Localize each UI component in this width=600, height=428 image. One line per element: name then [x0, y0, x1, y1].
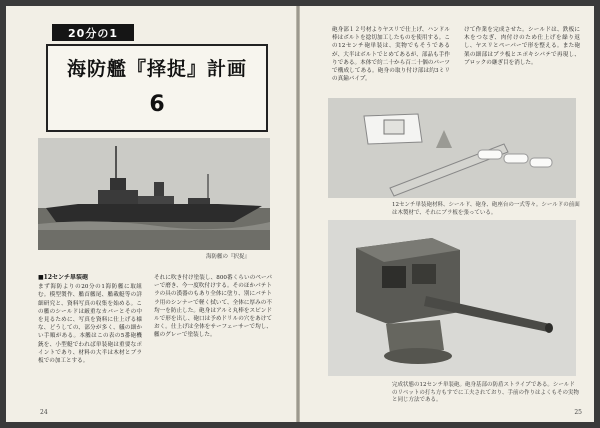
text-column-right-b: けて作業を完成させた。シールドは、鉄板に木をつなぎ、肉付けのため仕上げを繰り返し、ヤスリとペーパーで形を整える。また砲架の細部はプラ板とエポキシパテで再現し、ブロックの継ぎ目を消した。: [464, 27, 580, 66]
page-number-left: 24: [40, 409, 48, 416]
turret-photo: [328, 220, 576, 376]
ship-illustration: [38, 138, 270, 250]
turret-caption: 完成状態の12センチ単装砲。砲身基部の防盾ストライプである。シールドのリベットの打ち方もすでに工夫されており、手前の作りはよくもその実物と同じ方法である。: [392, 382, 580, 403]
turret-illustration: [328, 220, 576, 376]
series-badge: 20分の1: [52, 24, 134, 41]
ship-photo: [38, 138, 270, 250]
right-page: [300, 6, 594, 422]
left-page: [6, 6, 296, 422]
parts-illustration: [328, 98, 576, 198]
parts-caption: 12センチ単装砲材料、シールド、砲身、砲座台の一式等々。シールドの前面は木製材で、それにブラ板を張っている。: [392, 202, 580, 216]
title-box: [46, 44, 268, 132]
photo-caption: 海防艦の『択捉』: [206, 254, 251, 260]
issue-number: 6: [149, 92, 165, 117]
text-column-right-a: 砲身部１２号材よりヤスリで仕上げ、ハンドル棒はボルトを捻切加工したものを使用する。この12センチ砲単装は、実物でもそうであるが、大半はボルトでとめてあるが、部品も手作りである。本体で約二十から百二十個のパーツで構成してある。砲身の取り付け部は約3ミリの真鍮パイプ。: [332, 27, 450, 83]
text-column-2: それに吹き付け塗装し、800番くらいのペーパーで磨き、今一度吹付けする。そのほかパテトラの具の漢器のもあり全体に塗り、別にバテトラ用のシンナーで軽く拭いて、全体に厚みの不均一を防止した。砲身はアルミ丸棒をスピンドルで形を出し、砲口は予めドリルの穴をあけておく。仕上げは全体をサーフェーサーで均し、艦のグレーで塗装した。: [154, 275, 272, 339]
text-column-1: [38, 274, 142, 414]
article-title: 海防艦『择捉』計画: [66, 58, 247, 80]
parts-photo: [328, 98, 576, 198]
body-text: まず海防よりの20分の1海防艦に取組む。模型製作、艦首艦尾、艦載艇等の詳細研究と、資料写真の収集を始める。この艦のシールドは厳重なカバーとその中を見るために、写真を資料に仕上げる様な、どうしての、部分が多く、艤の細かい手順がある。本艦はこの表の5番砲機銃を、小型艇でわれば単装砲は重要なポイントであり、材料の大半は木材とブラ板での加工とする。: [38, 284, 142, 365]
page-number-right: 25: [574, 409, 582, 416]
section-heading: ■12センチ単装砲: [38, 274, 89, 281]
